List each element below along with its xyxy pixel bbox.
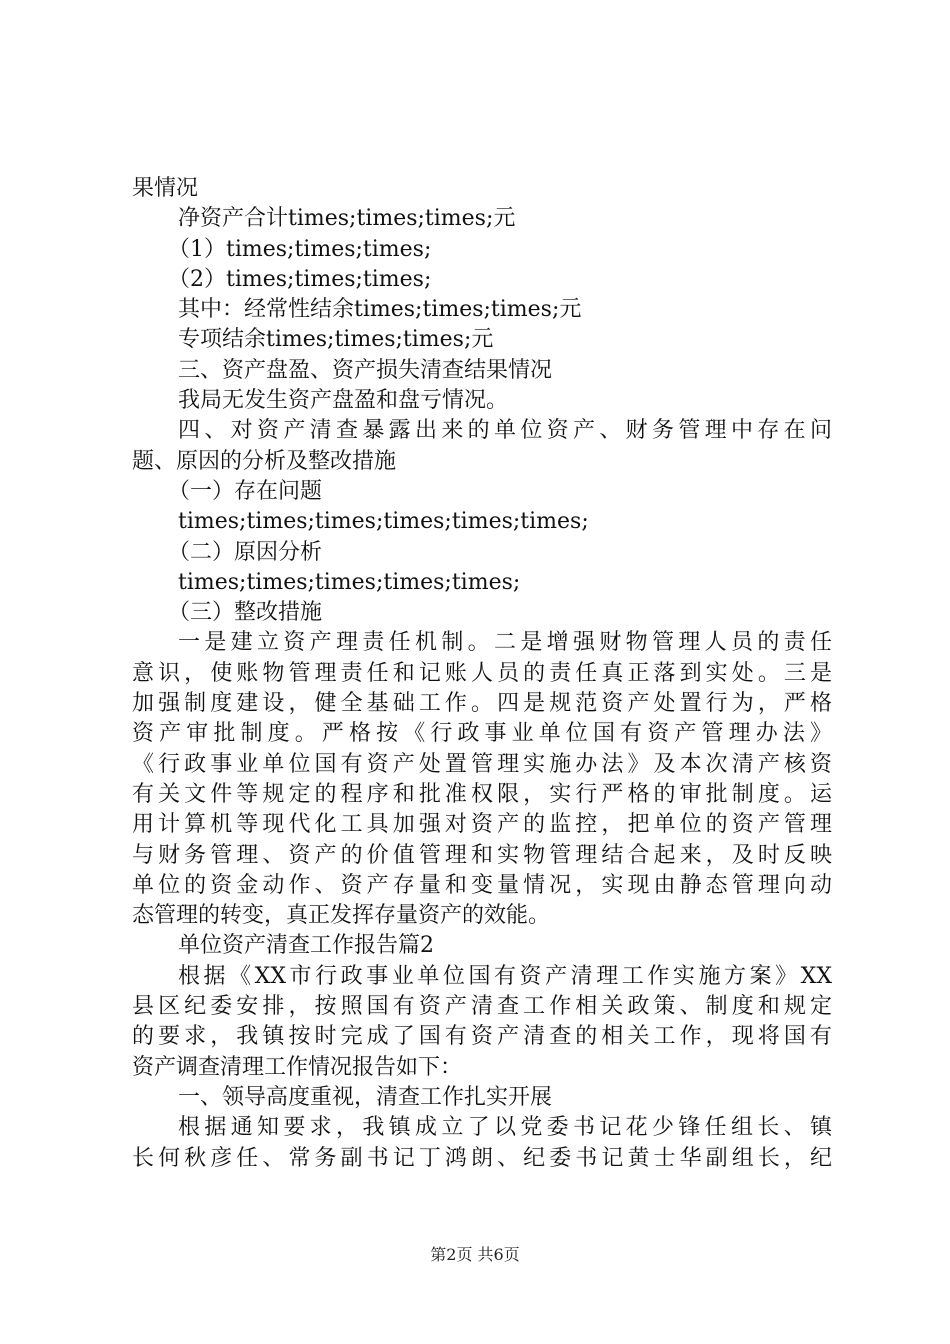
paragraph-line: 与财务管理、资产的价值管理和实物管理结合起来，及时反映 (132, 842, 832, 868)
paragraph-line: 有关文件等规定的程序和批准权限，实行严格的审批制度。运 (132, 781, 832, 807)
section-heading-continued: 题、原因的分析及整改措施 (132, 448, 397, 474)
paragraph-line: 加强制度建设，健全基础工作。四是规范资产处置行为，严格 (132, 691, 832, 717)
text-line: times;times;times;times;times;times; (178, 509, 589, 535)
text-line: （1）times;times;times; (168, 236, 432, 262)
text-line: 净资产合计times;times;times;元 (178, 206, 516, 232)
text-line: 其中：经常性结余times;times;times;元 (178, 297, 582, 323)
paragraph-line: 的要求，我镇按时完成了国有资产清查的相关工作，现将国有 (132, 1024, 832, 1050)
subsection-heading: （三）整改措施 (168, 600, 323, 626)
paragraph-line: 用计算机等现代化工具加强对资产的监控，把单位的资产管理 (132, 812, 832, 838)
paragraph-line: 县区纪委安排，按照国有资产清查工作相关政策、制度和规定 (132, 994, 832, 1020)
document-body (132, 174, 832, 1174)
paragraph-line: 根据通知要求，我镇成立了以党委书记花少锋任组长、镇 (178, 1115, 832, 1141)
paragraph-line: 单位的资金动作、资产存量和变量情况，实现由静态管理向动 (132, 872, 832, 898)
text-line: 我局无发生资产盘盈和盘亏情况。 (178, 388, 509, 414)
section-heading: 三、资产盘盈、资产损失清查结果情况 (178, 357, 553, 383)
paragraph-line: 《行政事业单位国有资产处置管理实施办法》及本次清产核资 (132, 751, 832, 777)
text-line: （2）times;times;times; (168, 266, 432, 292)
subsection-heading: （二）原因分析 (168, 539, 323, 565)
paragraph-line: 根据《XX市行政事业单位国有资产清理工作实施方案》XX (178, 963, 832, 989)
text-line: 专项结余times;times;times;元 (178, 327, 494, 353)
section-heading: 一、领导高度重视，清查工作扎实开展 (178, 1084, 553, 1110)
subsection-heading: （一）存在问题 (168, 478, 323, 504)
paragraph-line: 长何秋彦任、常务副书记丁鸿朗、纪委书记黄士华副组长，纪 (132, 1145, 832, 1171)
paragraph-line: 资产审批制度。严格按《行政事业单位国有资产管理办法》 (132, 721, 832, 747)
text-line: 果情况 (132, 176, 199, 201)
paragraph-line: 意识，使账物管理责任和记账人员的责任真正落到实处。三是 (132, 660, 832, 686)
text-line: times;times;times;times;times; (178, 569, 521, 595)
paragraph-line: 态管理的转变，真正发挥存量资产的效能。 (132, 903, 551, 929)
paragraph-line: 资产调查清理工作情况报告如下： (132, 1054, 463, 1080)
paragraph-line: 一是建立资产理责任机制。二是增强财物管理人员的责任 (178, 630, 832, 656)
article-title: 单位资产清查工作报告篇2 (178, 933, 434, 959)
page-number-footer: 第2页 共6页 (430, 1245, 520, 1264)
section-heading: 四、对资产清查暴露出来的单位资产、财务管理中存在问 (178, 418, 832, 444)
